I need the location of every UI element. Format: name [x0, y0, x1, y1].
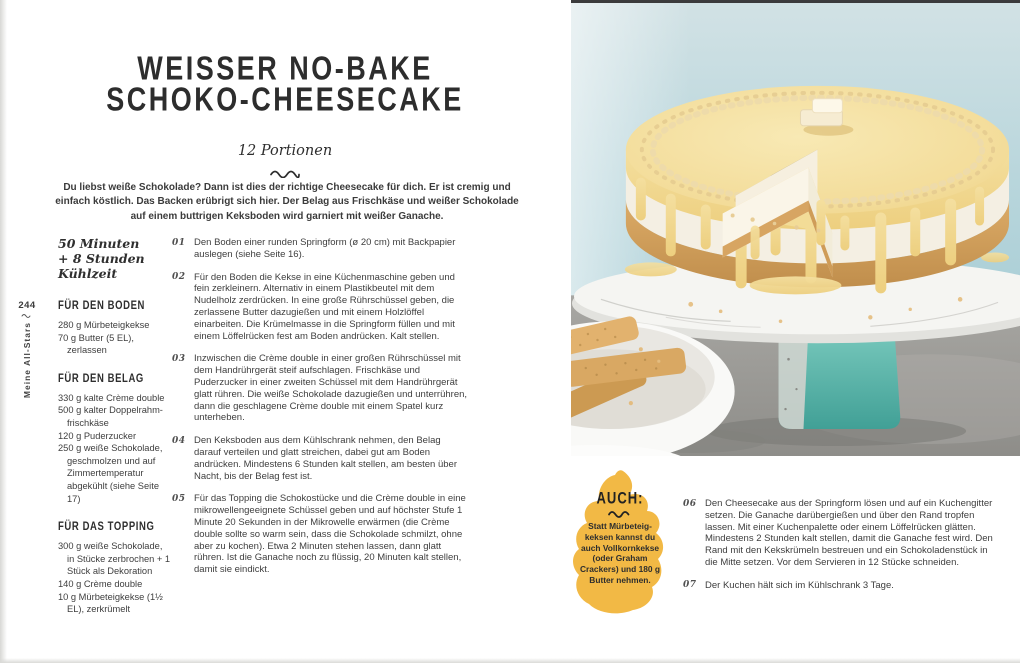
- page-edge-left: [0, 0, 7, 663]
- tip-label: AUCH:: [596, 488, 644, 507]
- recipe-step: [683, 498, 993, 569]
- ingredient-item: 250 g weiße Schokolade, geschmolzen und auf Zimmertemperatur abgekühlt (siehe Seite 17): [58, 443, 163, 504]
- step-number: 07: [683, 580, 697, 591]
- step-text: Für den Boden die Kekse in eine Küchenmaschine geben und fein zerkleinern. Alternativ in einem Plastikbeutel mit dem Nudelholz zerdrücken. In eine große Rührschüssel geben, die zerlassene Butter dazugießen und mit einem Holzlöffel einarbeiten. Die Krümelmasse in die Springform füllen und mit einem Löffelrücken fest am Boden andrücken. Kalt stellen.: [194, 271, 455, 342]
- step-text: Inzwischen die Crème double in einer großen Rührschüssel mit dem Handrührgerät steif aufschlagen. Frischkäse und Puderzucker in einer zweiten Schüssel mit dem Handrührgerät glatt rühren. Die weiße Schokolade dazugießen und unterrühren, dann die geschlagene Crème double mit einem Spatel kurz unterheben.: [194, 353, 468, 424]
- prep-time-line2: + 8 Stunden Kühlzeit: [58, 251, 145, 281]
- step-number: 05: [172, 493, 186, 504]
- recipe-title-line1: WEISSER NO-BAKE: [137, 50, 433, 87]
- step-text: Den Keksboden aus dem Kühlschrank nehmen, den Belag darauf verteilen und glatt streichen, dabei gut am Boden andrücken. Mindestens 6 Stunden kalt stellen, am besten über Nacht, bis der Belag fest ist.: [194, 435, 457, 482]
- ingredient-item: 280 g Mürbeteigkekse: [58, 320, 150, 330]
- steps-column-left: [172, 237, 468, 587]
- recipe-step: [172, 435, 468, 482]
- ingredient-item: 10 g Mürbeteigkekse (1½ EL), zerkrümelt: [58, 591, 163, 615]
- ingredient-item: 140 g Crème double: [58, 578, 143, 589]
- ingredient-item: 330 g kalte Crème double: [58, 392, 165, 403]
- ingredients-sidebar: [58, 236, 172, 629]
- ingredient-heading: FÜR DEN BODEN: [58, 298, 145, 313]
- ingredient-item: 70 g Butter (5 EL), zerlassen: [58, 332, 134, 356]
- ingredient-group-boden: [58, 297, 172, 357]
- recipe-step: [172, 237, 468, 261]
- ingredient-item: 300 g weiße Schokolade, in Stücke zerbrochen + 1 Stück als Dekoration: [58, 541, 171, 577]
- step-number: 06: [683, 498, 697, 509]
- ingredient-item: 120 g Puderzucker: [58, 430, 137, 441]
- step-number: 04: [172, 435, 186, 446]
- squiggle-icon: [21, 313, 33, 318]
- recipe-step: [683, 580, 993, 592]
- ingredient-item: 500 g kalter Doppelrahm-frischkäse: [58, 405, 163, 428]
- page-number: 244: [18, 300, 36, 311]
- cheesecake: [626, 86, 1009, 295]
- tip-body: Statt Mürbeteigkeksen kannst du auch Vollkornkekse (oder Graham Crackers) und 180 g Butter nehmen.: [579, 521, 661, 585]
- prep-time-line1: 50 Minuten: [58, 236, 140, 251]
- ingredient-heading: FÜR DAS TOPPING: [58, 519, 155, 535]
- ingredient-group-topping: [58, 518, 172, 616]
- steps-column-right: [683, 498, 993, 603]
- page-margin-rail: [14, 300, 40, 398]
- step-text: Für das Topping die Schokostücke und die Crème double in eine mikrowellengeeignete Schüssel geben und auf höchster Stufe 1 Minute 20 Sekunden in der Mikrowelle erwärmen (die Crème double sollte so warm sein, dass die Schokolade schmilzt, ohne aber zu kochen). Etwa 2 Minuten stehen lassen, dann glatt rühren. Ist die Ganache noch zu flüssig, 20 Minuten kalt stellen, damit sie eindickt.: [194, 493, 466, 576]
- step-number: 02: [172, 272, 186, 283]
- recipe-intro: Du liebst weiße Schokolade? Dann ist dies der richtige Cheesecake für dich. Er ist cremig und einfach köstlich. Das Backen erübrigt sich hier. Der Belag aus Frischkäse und weißer Schokolade auf einem buttrigen Keksboden wird garniert mit weißer Ganache.: [55, 182, 519, 222]
- prep-time: [58, 236, 172, 281]
- recipe-title-line2: SCHOKO-CHEESECAKE: [106, 81, 464, 118]
- cheesecake-photo: [571, 0, 1020, 456]
- ingredient-group-belag: [58, 370, 172, 505]
- step-text: Den Boden einer runden Springform (ø 20 cm) mit Backpapier auslegen (siehe Seite 16).: [194, 237, 456, 260]
- step-number: 01: [172, 237, 186, 248]
- page-edge-bottom: [0, 658, 1020, 663]
- chapter-label: Meine All-Stars: [22, 322, 32, 399]
- step-text: Der Kuchen hält sich im Kühlschrank 3 Tage.: [705, 579, 894, 591]
- step-number: 03: [172, 353, 186, 364]
- recipe-step: [172, 353, 468, 424]
- ingredient-heading: FÜR DEN BELAG: [58, 371, 144, 386]
- servings-label: 12 Portionen: [237, 143, 333, 159]
- tip-squiggle-icon: [607, 510, 633, 518]
- step-text: Den Cheesecake aus der Springform lösen und auf ein Kuchengitter setzen. Die Ganache darübergießen und über den Rand tropfen lassen. Mit einer Kuchenpalette oder einem Löffelrücken glätten. Mindestens 2 Stunden kalt stellen, damit die Ganache fest wird. Den Rand mit den Kekskrümeln bestreuen und ein Schokoladenstück in die Mitte setzen. Vor dem Servieren in 12 Stücke schneiden.: [705, 498, 993, 568]
- recipe-step: [172, 493, 468, 576]
- tip-text: [577, 488, 663, 586]
- recipe-title: [40, 50, 530, 118]
- recipe-step: [172, 272, 468, 343]
- tip-blob: [569, 467, 671, 619]
